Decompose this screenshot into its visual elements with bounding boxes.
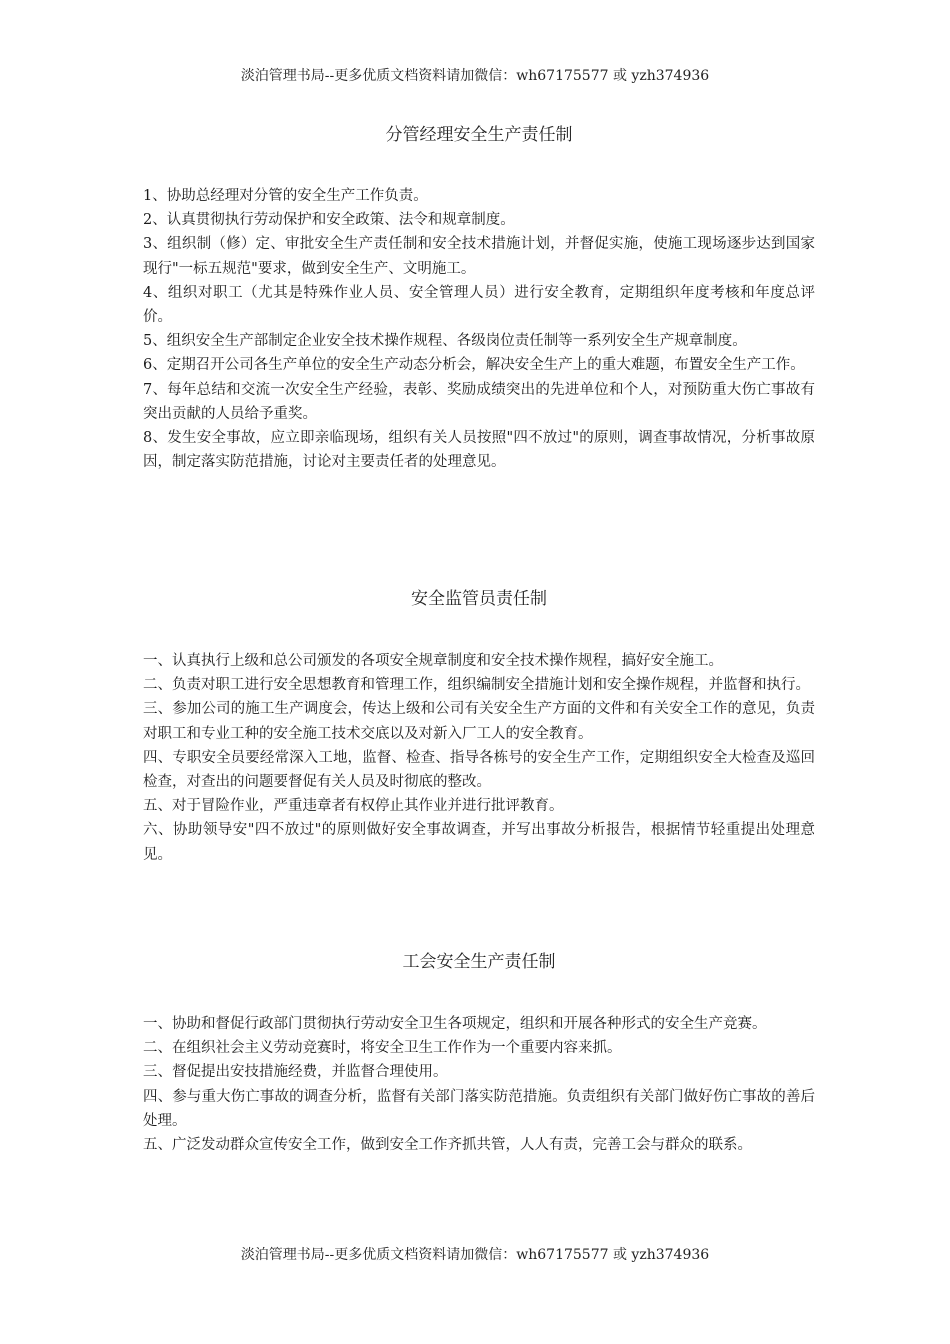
- item-list: [143, 649, 815, 867]
- list-item: 4、组织对职工（尤其是特殊作业人员、安全管理人员）进行安全教育，定期组织年度考核和年度总评价。: [143, 284, 815, 326]
- list-item: 四、专职安全员要经常深入工地，监督、检查、指导各栋号的安全生产工作，定期组织安全大检查及巡回检查，对查出的问题要督促有关人员及时彻底的整改。: [143, 749, 815, 791]
- list-item: 8、发生安全事故，应立即亲临现场，组织有关人员按照"四不放过"的原则，调查事故情况，分析事故原因，制定落实防范措施，讨论对主要责任者的处理意见。: [143, 430, 815, 471]
- list-item: 二、负责对职工进行安全思想教育和管理工作，组织编制安全措施计划和安全操作规程，并监督和执行。: [143, 677, 810, 694]
- list-item: 三、参加公司的施工生产调度会，传达上级和公司有关安全生产方面的文件和有关安全工作的意见，负责对职工和专业工种的安全施工技术交底以及对新入厂工人的安全教育。: [143, 701, 815, 742]
- list-item: 五、广泛发动群众宣传安全工作，做到安全工作齐抓共管，人人有责，完善工会与群众的联系。: [143, 1137, 752, 1154]
- list-item: 一、认真执行上级和总公司颁发的各项安全规章制度和安全技术操作规程，搞好安全施工。: [143, 653, 723, 669]
- list-item: 5、组织安全生产部制定企业安全技术操作规程、各级岗位责任制等一系列安全生产规章制度。: [143, 333, 747, 350]
- section-safety-supervisor-responsibility: [143, 584, 815, 867]
- section-title: 安全监管员责任制: [411, 589, 547, 609]
- list-item: 3、组织制（修）定、审批安全生产责任制和安全技术措施计划，并督促实施，使施工现场逐步达到国家现行"一标五规范"要求，做到安全生产、文明施工。: [143, 236, 815, 277]
- list-item: 一、协助和督促行政部门贯彻执行劳动安全卫生各项规定，组织和开展各种形式的安全生产竞赛。: [143, 1016, 767, 1032]
- list-item: 1、协助总经理对分管的安全生产工作负责。: [143, 188, 428, 204]
- section-title: 工会安全生产责任制: [402, 952, 556, 972]
- list-item: 四、参与重大伤亡事故的调查分析，监督有关部门落实防范措施。负责组织有关部门做好伤亡事故的善后处理。: [143, 1088, 815, 1129]
- list-item: 2、认真贯彻执行劳动保护和安全政策、法令和规章制度。: [143, 212, 515, 229]
- section-manager-responsibility: [143, 120, 815, 474]
- page-footer: 淡泊管理书局--更多优质文档资料请加微信：wh67175577 或 yzh374936: [240, 1247, 710, 1263]
- item-list: [143, 184, 815, 474]
- section-title: 分管经理安全生产责任制: [385, 125, 573, 145]
- item-list: [143, 1012, 815, 1157]
- list-item: 7、每年总结和交流一次安全生产经验，表彰、奖励成绩突出的先进单位和个人，对预防重大伤亡事故有突出贡献的人员给予重奖。: [143, 381, 815, 422]
- list-item: 6、定期召开公司各生产单位的安全生产动态分析会，解决安全生产上的重大难题，布置安全生产工作。: [143, 357, 805, 374]
- list-item: 三、督促提出安技措施经费，并监督合理使用。: [143, 1064, 448, 1081]
- section-union-responsibility: [143, 947, 815, 1157]
- list-item: 二、在组织社会主义劳动竞赛时，将安全卫生工作作为一个重要内容来抓。: [143, 1040, 622, 1057]
- page-header: 淡泊管理书局--更多优质文档资料请加微信：wh67175577 或 yzh374936: [240, 68, 710, 84]
- list-item: 五、对于冒险作业，严重违章者有权停止其作业并进行批评教育。: [143, 798, 564, 815]
- list-item: 六、协助领导安"四不放过"的原则做好安全事故调查，并写出事故分析报告，根据情节轻重提出处理意见。: [143, 822, 815, 863]
